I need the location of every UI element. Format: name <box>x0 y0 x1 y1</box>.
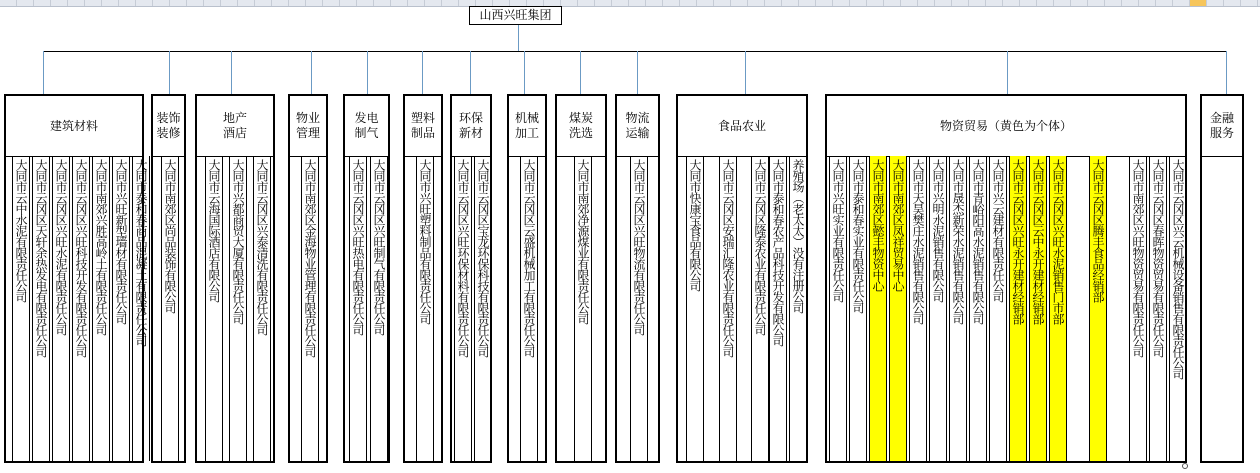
department-name <box>617 96 658 157</box>
header-cell <box>408 0 425 6</box>
header-cell <box>102 0 119 6</box>
company-column <box>686 156 704 461</box>
header-cell <box>799 0 816 6</box>
header-cell <box>204 0 221 6</box>
department-box <box>1200 94 1244 463</box>
header-cell <box>714 0 731 6</box>
header-cell <box>1071 0 1088 6</box>
header-cell <box>646 0 663 6</box>
header-cell <box>986 0 1003 6</box>
company-name: 大同市云中水泥有限责任公司 <box>14 159 28 302</box>
header-cell <box>221 0 238 6</box>
company-name: 大同市云冈区兴旺热电有限责任公司 <box>351 159 365 335</box>
company-column <box>969 156 987 461</box>
department-box <box>403 94 443 463</box>
header-cell <box>170 0 187 6</box>
department-name <box>509 96 545 157</box>
header-cell <box>663 0 680 6</box>
company-column <box>849 156 867 461</box>
company-name: 大同市南郊区尚品装饰有限公司 <box>163 159 177 313</box>
header-cell <box>595 0 612 6</box>
department-name <box>345 96 388 157</box>
company-column <box>301 156 319 461</box>
header-cell <box>289 0 306 6</box>
company-column <box>719 156 737 461</box>
header-cell <box>425 0 442 6</box>
header-cell <box>765 0 782 6</box>
company-column <box>112 156 130 461</box>
company-column <box>253 156 271 461</box>
company-column-individual <box>1089 156 1107 461</box>
connector-line <box>1226 51 1227 94</box>
header-cell <box>272 0 289 6</box>
connector-line <box>367 51 368 94</box>
company-name: 大同市快康宝食品有限公司 <box>688 159 702 291</box>
selection-handle[interactable] <box>1182 463 1188 469</box>
header-cell <box>952 0 969 6</box>
department-box <box>615 94 660 463</box>
header-cell <box>969 0 986 6</box>
header-cell <box>833 0 850 6</box>
header-cell <box>323 0 340 6</box>
header-cell <box>119 0 136 6</box>
company-name: 大同市云冈区腾丰食品经销部 <box>1091 159 1105 302</box>
header-cell <box>306 0 323 6</box>
company-name: 大同市云冈区兴旺物流有限责任公司 <box>632 159 646 335</box>
company-column <box>416 156 434 461</box>
company-column <box>789 156 807 461</box>
header-cell <box>1173 0 1190 6</box>
department-name <box>405 96 441 157</box>
department-name <box>197 96 273 157</box>
department-box <box>151 94 186 463</box>
company-name: 大同市云冈区宝龙环保科技有限责任公司 <box>476 159 490 357</box>
department-name <box>827 96 1185 157</box>
header-cell <box>884 0 901 6</box>
header-cell <box>901 0 918 6</box>
header-cell <box>1020 0 1037 6</box>
company-column <box>52 156 70 461</box>
header-cell <box>918 0 935 6</box>
department-label: 环保 新材 <box>458 111 483 140</box>
header-cell <box>782 0 799 6</box>
header-cell <box>136 0 153 6</box>
connector-line <box>518 25 519 51</box>
department-box <box>825 94 1187 463</box>
company-column <box>161 156 179 461</box>
header-cell <box>629 0 646 6</box>
company-column <box>829 156 847 461</box>
department-name <box>1202 96 1242 157</box>
connector-line <box>580 51 581 94</box>
department-label: 地产 酒店 <box>222 111 247 140</box>
company-name: 大同市泰和春实业有限责任公司 <box>851 159 865 313</box>
company-name: 大同市云冈区安瑞汇隆农业有限责任公司 <box>721 159 735 357</box>
header-cell <box>935 0 952 6</box>
company-name: 大同市兴旺新型墙材有限责任公司 <box>114 159 128 324</box>
header-cell <box>850 0 867 6</box>
company-name: 大同市泰和春商品混凝土有限责任公司 <box>134 159 148 346</box>
company-name: 大同市云冈区隆泰农业有限责任公司 <box>753 159 767 335</box>
group-title: 山西兴旺集团 <box>469 6 562 25</box>
header-cell <box>374 0 391 6</box>
company-name: 大同市南郊区凤祥贸易中心 <box>891 159 905 291</box>
company-name: 大同市泰和春农产品科技开发有限公司 <box>771 159 785 346</box>
company-name: 大同市青峪阳高水泥销售有限公司 <box>971 159 985 324</box>
department-name <box>6 96 142 157</box>
company-column-individual <box>1049 156 1067 461</box>
connector-line <box>1007 51 1008 94</box>
company-name: 大同市南郊净源煤业有限责任公司 <box>576 159 590 324</box>
header-cell <box>867 0 884 6</box>
department-name <box>557 96 605 157</box>
company-column <box>909 156 927 461</box>
header-cell <box>1241 0 1258 6</box>
company-name: 大同市兴云建材有限责任公司 <box>991 159 1005 302</box>
header-cell <box>1207 0 1224 6</box>
company-column <box>751 156 769 461</box>
company-column <box>205 156 223 461</box>
company-column <box>370 156 388 461</box>
company-column-individual <box>889 156 907 461</box>
header-cell <box>561 0 578 6</box>
connector-line <box>311 51 312 94</box>
company-name: 大同市云冈区兴旺水泥有限责任公司 <box>54 159 68 335</box>
company-column-individual <box>1029 156 1047 461</box>
header-cell <box>1190 0 1207 6</box>
company-name: 大同市云冈区兴旺永开建材经销部 <box>1011 159 1025 324</box>
connector-line <box>745 51 746 94</box>
company-name: 大同市晟杰新荣水泥销售有限公司 <box>951 159 965 324</box>
company-name: 大同市云冈区兴旺制气有限责任公司 <box>372 159 386 335</box>
company-name: 大同市南郊区懿丰物资中心 <box>871 159 885 291</box>
company-column <box>949 156 967 461</box>
header-cell <box>1224 0 1241 6</box>
company-name: 大同市云冈区云盛机械加工有限责任公司 <box>522 159 536 357</box>
header-cell <box>34 0 51 6</box>
connector-line <box>470 51 471 94</box>
department-label: 物资贸易（黄色为个体） <box>939 118 1072 133</box>
connector-line <box>422 51 423 94</box>
company-column <box>630 156 648 461</box>
department-name <box>678 96 806 157</box>
connector-line <box>637 51 638 94</box>
department-label: 物业 管理 <box>295 111 320 140</box>
company-name: 大同市云冈区春晖物资贸易有限责任公司 <box>1151 159 1165 357</box>
company-name: 大同市云冈区兴云机械设备销售有限责任公司 <box>1171 159 1185 379</box>
company-column <box>1169 156 1187 461</box>
department-box <box>343 94 390 463</box>
company-name: 大同市云冈区兴旺科技开发有限责任公司 <box>74 159 88 357</box>
header-cell <box>1003 0 1020 6</box>
department-box <box>195 94 275 463</box>
header-cell <box>1105 0 1122 6</box>
company-column <box>349 156 367 461</box>
company-column <box>520 156 538 461</box>
company-column <box>132 156 150 461</box>
header-cell <box>748 0 765 6</box>
connector-bus-line <box>43 51 1226 52</box>
company-name: 大同市天昊樊庄水泥销售有限公司 <box>911 159 925 324</box>
header-cell <box>238 0 255 6</box>
department-label: 机械 加工 <box>514 111 539 140</box>
header-cell <box>187 0 204 6</box>
company-column <box>1149 156 1167 461</box>
department-label: 装饰 装修 <box>156 111 181 140</box>
header-cell <box>1088 0 1105 6</box>
company-name: 大同市云海国际酒店有限公司 <box>207 159 221 302</box>
connector-line <box>169 51 170 94</box>
header-cell <box>697 0 714 6</box>
header-cell <box>340 0 357 6</box>
company-name: 大同市云冈区兴泰清洗有限责任公司 <box>255 159 269 335</box>
connector-line <box>43 51 44 94</box>
company-column-individual <box>869 156 887 461</box>
department-label: 煤炭 洗选 <box>568 111 593 140</box>
company-column <box>769 156 787 461</box>
header-cell <box>442 0 459 6</box>
company-name: 大同市云冈区兴旺水泥销售门市部 <box>1051 159 1065 324</box>
header-cell <box>85 0 102 6</box>
company-name: 大同市兴都商贸大厦有限责任公司 <box>231 159 245 324</box>
header-cell <box>731 0 748 6</box>
company-column <box>1129 156 1147 461</box>
connector-line <box>231 51 232 94</box>
header-cell <box>1156 0 1173 6</box>
header-cell <box>255 0 272 6</box>
header-cell <box>680 0 697 6</box>
department-label: 食品农业 <box>717 118 766 133</box>
company-column <box>989 156 1007 461</box>
company-column-individual <box>1009 156 1027 461</box>
department-label: 金融 服务 <box>1209 111 1234 140</box>
company-name: 大同市南郊区兴旺物资贸易有限责任公司 <box>1131 159 1145 357</box>
department-label: 物流 运输 <box>625 111 650 140</box>
header-cell <box>51 0 68 6</box>
company-name: 大同市南郊区金海物业管理有限责任公司 <box>303 159 317 357</box>
department-box <box>288 94 328 463</box>
spreadsheet-column-header-strip <box>0 0 1260 7</box>
company-column <box>474 156 492 461</box>
company-name: 大同市兴旺塑料制品有限责任公司 <box>418 159 432 324</box>
header-cell <box>357 0 374 6</box>
header-cell <box>1037 0 1054 6</box>
company-column <box>929 156 947 461</box>
header-cell <box>1139 0 1156 6</box>
header-cell <box>68 0 85 6</box>
company-name: 大同市兴旺实业有限责任公司 <box>831 159 845 302</box>
company-column <box>72 156 90 461</box>
department-label: 塑料 制品 <box>410 111 435 140</box>
company-name: 大同市南郊兴胜高岭土有限责任公司 <box>94 159 108 335</box>
company-name: 大同市云冈区兴旺环保材料有限责任公司 <box>456 159 470 357</box>
header-cell <box>816 0 833 6</box>
department-box <box>676 94 808 463</box>
company-column <box>12 156 30 461</box>
connector-line <box>524 51 525 94</box>
department-box <box>555 94 607 463</box>
company-name: 大同市云冈区天轩余热发电有限责任公司 <box>34 159 48 357</box>
department-name <box>290 96 326 157</box>
department-label: 建筑材料 <box>49 118 98 133</box>
company-name: 养殖场（老太太）没有注册公司 <box>791 159 805 313</box>
company-name: 大同市云冈区云中永开建材经销部 <box>1031 159 1045 324</box>
header-cell <box>578 0 595 6</box>
company-column <box>574 156 592 461</box>
company-column <box>454 156 472 461</box>
header-cell <box>0 0 17 6</box>
header-cell <box>1054 0 1071 6</box>
header-cell <box>1122 0 1139 6</box>
department-box <box>4 94 148 463</box>
department-box <box>450 94 492 463</box>
header-cell <box>17 0 34 6</box>
header-cell <box>612 0 629 6</box>
company-name: 大同市兴明水泥销售有限公司 <box>931 159 945 302</box>
department-label: 发电 制气 <box>354 111 379 140</box>
company-column <box>92 156 110 461</box>
department-name <box>452 96 490 157</box>
header-cell <box>153 0 170 6</box>
department-box <box>507 94 547 463</box>
company-column <box>32 156 50 461</box>
company-column <box>229 156 247 461</box>
department-name <box>153 96 184 157</box>
header-cell <box>391 0 408 6</box>
